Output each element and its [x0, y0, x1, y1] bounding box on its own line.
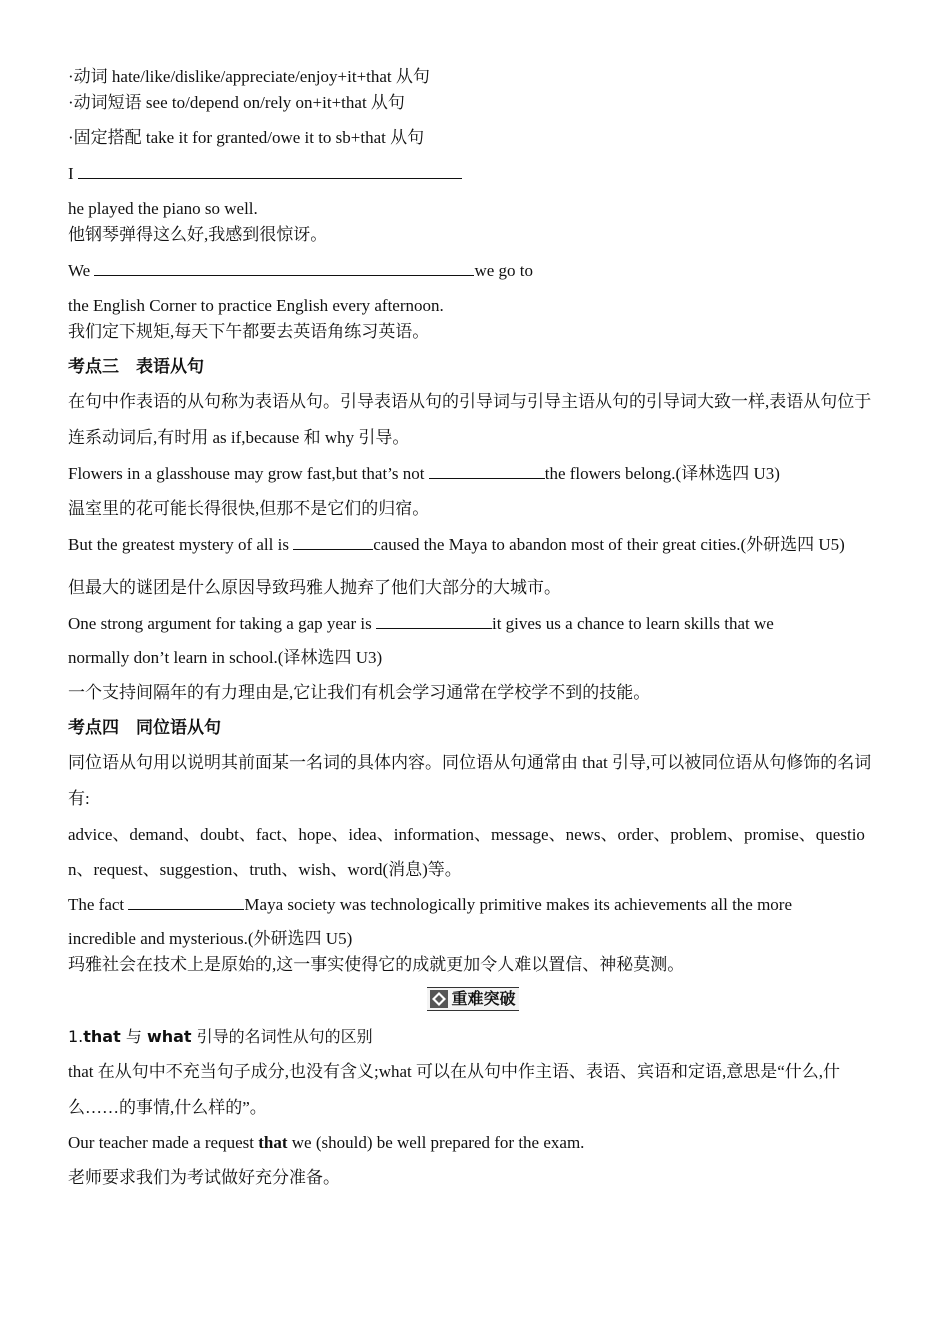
example-1-line-1: [68, 160, 878, 187]
section-3-example-3: [68, 610, 878, 637]
point-1-description: that 在从句中不充当句子成分,也没有含义;what 可以在从句中作主语、表语、宾语和定语,意思是“什么,什么……的事情,什么样的”。: [68, 1062, 841, 1117]
example-2-translation: 我们定下规矩,每天下午都要去英语角练习英语。: [68, 322, 430, 341]
diamond-icon: [430, 990, 448, 1008]
section-3-example-3-translation: 一个支持间隔年的有力理由是,它让我们有机会学习通常在学校学不到的技能。: [68, 683, 651, 702]
example-text: the flowers belong.: [544, 464, 676, 483]
answer-blank[interactable]: [78, 160, 462, 179]
example-text: The fact: [68, 895, 129, 914]
source-note: (外研选四 U5): [740, 535, 845, 554]
example-2-tail: we go to: [474, 261, 534, 280]
point-1-title: [68, 1024, 878, 1050]
example-text: caused the Maya to abandon most of their great cities.: [373, 535, 741, 554]
example-text: Maya society was technologically primitive makes its achievements all the more: [244, 895, 793, 914]
answer-blank[interactable]: [94, 257, 474, 276]
usage-line-fixed: ·固定搭配 take it for granted/owe it to sb+that 从句: [68, 128, 425, 147]
keyword-that: that: [258, 1133, 288, 1152]
example-text: incredible and mysterious.: [68, 929, 248, 948]
key-points-banner: [427, 987, 518, 1011]
section-4-title: 考点四 同位语从句: [68, 718, 221, 737]
keyword-that: that: [83, 1027, 121, 1046]
section-3-example-1-translation: 温室里的花可能长得很快,但那不是它们的归宿。: [68, 499, 430, 518]
point-1-example: [68, 1130, 878, 1156]
example-text: we (should) be well prepared for the exam.: [287, 1133, 585, 1152]
section-3-example-3-line-2: [68, 645, 878, 671]
section-3-description: 在句中作表语的从句称为表语从句。引导表语从句的引导词与引导主语从句的引导词大致一样,表语从句位于连系动词后,有时用 as if,because 和 why 引导。: [68, 392, 872, 447]
section-4-example-line-2: [68, 926, 878, 952]
section-3-title: 考点三 表语从句: [68, 357, 204, 376]
example-1-translation: 他钢琴弹得这么好,我感到很惊讶。: [68, 225, 328, 244]
example-2-line-1: [68, 257, 878, 284]
source-note: (译林选四 U3): [277, 648, 383, 667]
example-1-lead: I: [68, 164, 78, 183]
source-note: (外研选四 U5): [247, 929, 353, 948]
title-text: 引导的名词性从句的区别: [191, 1027, 373, 1046]
example-text: Flowers in a glasshouse may grow fast,but that’s not: [68, 464, 429, 483]
point-number: 1.: [68, 1027, 84, 1046]
example-text: Our teacher made a request: [68, 1133, 259, 1152]
answer-blank[interactable]: [429, 460, 545, 479]
section-3-example-2-translation: 但最大的谜团是什么原因导致玛雅人抛弃了他们大部分的大城市。: [68, 578, 561, 597]
document-page: [68, 64, 878, 1191]
section-4-example: [68, 891, 878, 918]
section-4-noun-list: advice、demand、doubt、fact、hope、idea、information、message、news、order、problem、promise、question、request、suggestion、truth、wish、word(消息)等。: [68, 825, 865, 879]
answer-blank[interactable]: [128, 891, 244, 910]
example-2-line-2: the English Corner to practice English every afternoon.: [68, 296, 444, 315]
key-points-banner-row: [68, 987, 878, 1016]
section-3-example-1: [68, 460, 878, 487]
source-note: (译林选四 U3): [675, 464, 780, 483]
point-1-example-translation: 老师要求我们为考试做好充分准备。: [68, 1168, 340, 1187]
answer-blank[interactable]: [376, 610, 492, 629]
example-text: normally don’t learn in school.: [68, 648, 278, 667]
keyword-what: what: [146, 1027, 192, 1046]
usage-line-verb: ·动词 hate/like/dislike/appreciate/enjoy+it+that 从句: [68, 67, 430, 86]
section-4-description: 同位语从句用以说明其前面某一名词的具体内容。同位语从句通常由 that 引导,可以被同位语从句修饰的名词有:: [68, 753, 872, 808]
example-2-lead: We: [68, 261, 95, 280]
spacer: [68, 558, 878, 566]
example-text: it gives us a chance to learn skills that we: [491, 614, 774, 633]
answer-blank[interactable]: [293, 531, 373, 550]
section-3-example-2: [68, 531, 878, 558]
example-1-line-2: he played the piano so well.: [68, 199, 258, 218]
example-text: One strong argument for taking a gap year is: [68, 614, 376, 633]
section-4-example-translation: 玛雅社会在技术上是原始的,这一事实使得它的成就更加令人难以置信、神秘莫测。: [68, 955, 685, 974]
title-text: 与: [120, 1027, 147, 1046]
example-text: But the greatest mystery of all is: [68, 535, 294, 554]
banner-label: 重难突破: [451, 989, 516, 1008]
usage-line-phrase: ·动词短语 see to/depend on/rely on+it+that 从句: [68, 93, 405, 112]
